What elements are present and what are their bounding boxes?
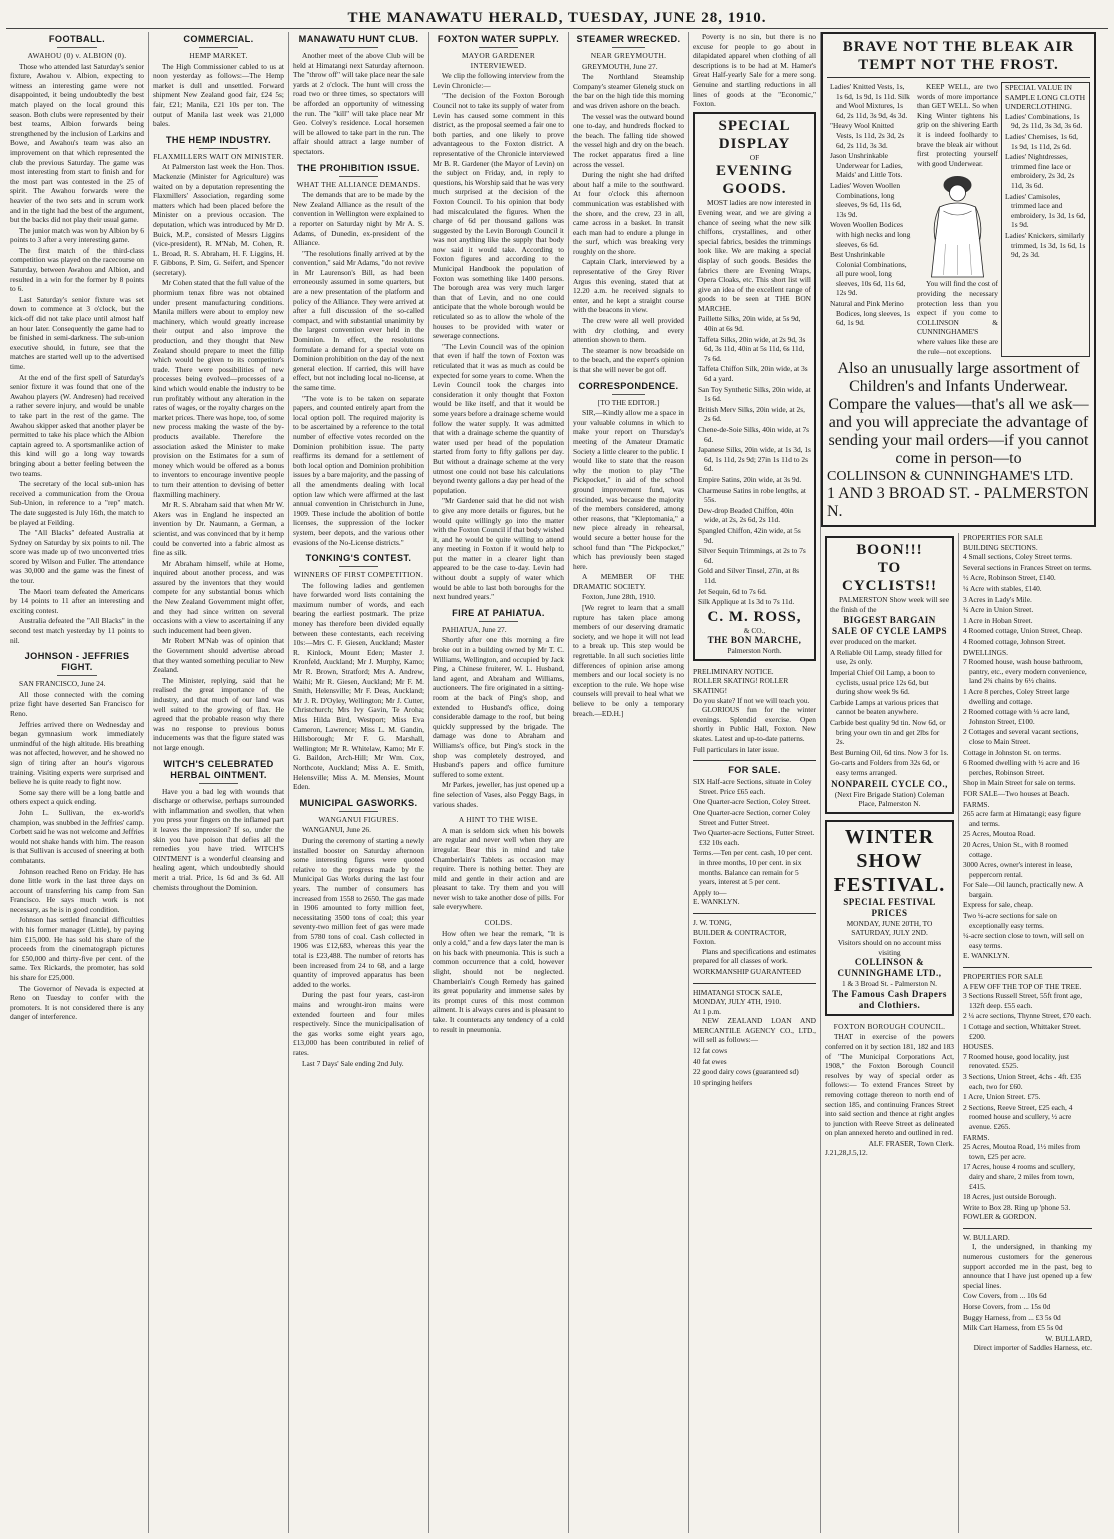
paragraph: Captain Clark, interviewed by a representative of the Grey River Argus this evening, stated that at 12.20 a.m. he received signals to enter, and he kept a straight course with the beacons in view. bbox=[573, 257, 684, 315]
list-item: 7 Roomed house, wash house bathroom, pantry, etc., every modern convenience, land 2¾ chains by 6½ chains. bbox=[963, 657, 1087, 686]
article-subheading: WINNERS OF FIRST COMPETITION. bbox=[293, 570, 424, 580]
winter-show-ad bbox=[825, 820, 954, 1016]
divider bbox=[479, 621, 518, 622]
divider bbox=[612, 394, 645, 395]
paragraph: "The decision of the Foxton Borough Council not to take its supply of water from Levin has caused some comment in this district, as the proposal seemed a fair one to both parties, and one likely to prove advantageous to the Foxton district. A representative of the Chronicle interviewed Mr B. R. Gardener (the Mayor of Levin) on the subject on Friday, and, in reply to questions, his Worship said that he was very much surprised at the decision of the Foxton Council. To his opinion that body had miscalculated the figures. When the charge of 6d per thousand gallons was suggested by the Levin Borough Council it was not anything like the supply that body now said it would take. According to Foxton figures and according to the Municipal Handbook the population of Foxton was something like 1400 persons. The borough area was very much larger than that of Levin, and no one could anticipate that the whole borough would be reticulated so as to allow the whole of the houses to be provided with water or sewerage connections. bbox=[433, 91, 564, 341]
paragraph: SAN FRANCISCO, June 24. bbox=[19, 679, 106, 689]
evening-goods-ad bbox=[693, 112, 816, 661]
for-sale-ad bbox=[693, 765, 816, 907]
list-item: Ladies' Knickers, similarly trimmed, 1s 3d, 1s 6d, 1s 9d, 2s 3d. bbox=[1005, 230, 1086, 260]
column-6 bbox=[689, 32, 821, 1533]
list-item: Ladies' Combinations, 1s 9d, 2s 11d, 3s 3d, 3s 6d. bbox=[1005, 111, 1083, 131]
contact-line: Write to Box 28. Ring up 'phone 53. bbox=[963, 1202, 1071, 1212]
list-item: Paillette Silks, 20in wide, at 5s 9d, 40in at 6s 9d. bbox=[698, 314, 801, 334]
article-subheading: AWAHOU (0) v. ALBION (0). bbox=[27, 51, 127, 60]
paragraph: GLORIOUS fun for the winter evenings. Splendid exercise. Open shortly in Public Hall, Foxton. New skates. Latest and up-to-date patterns. bbox=[693, 705, 816, 744]
list-item: "Heavy Wool Knitted Vests, 1s 11d, 2s 3d, 2s 6d, 2s 11d, 3s 3d. bbox=[830, 121, 905, 150]
agent-name: E. WANKLYN. bbox=[693, 897, 740, 907]
properties-ad-1 bbox=[963, 533, 1092, 961]
ad-middle-column bbox=[914, 82, 1001, 357]
prohibition-article bbox=[293, 163, 424, 548]
list-item: Best Burning Oil, 6d tins. Now 3 for 1s. bbox=[830, 747, 949, 757]
water-supply-article bbox=[433, 34, 564, 602]
divider bbox=[612, 47, 645, 48]
list-item: Ladies' Nightdresses, trimmed fine lace or embroidery, 2s 3d, 2s 11d, 3s 6d. bbox=[1005, 152, 1075, 190]
list-item: 2 Roomed cottage with ¼ acre land, Johnston Street, £100. bbox=[963, 707, 1070, 726]
ad-right-column bbox=[1001, 82, 1090, 357]
shop-name: THE BON MARCHE, bbox=[707, 635, 802, 646]
firm-co: & CO., bbox=[743, 625, 766, 635]
paragraph: At Palmerston last week the Hon. Thos. Mackenzie (Minister for Agriculture) was waited on by a deputation representing the Flaxmillers' Association, regarding some matters which had been placed before the Minister on a previous occasion. The deputation, which was introduced by Mr D. Buick, M.P., consisted of Messrs Liggins (vice-president), R. M'Nab, M. Cohen, R. L. Broad, R. S. Abraham, H. F. Liggins, H. F. Gibbons, P. Sim, G. Seifert, and Spencer (secretary). bbox=[153, 162, 284, 277]
divider bbox=[339, 176, 378, 177]
column-2 bbox=[149, 32, 289, 1533]
list-item: Carbide Lamps at various prices that cannot be beaten anywhere. bbox=[830, 697, 939, 717]
notice-code: J.21,28,J.5,12. bbox=[825, 1148, 868, 1158]
paragraph: MOST ladies are now interested in Evening wear, and we are giving a chance of seeing what the new silk chiffons, crystallines, and other special fabrics, besides the trimmings look like. We are making a special display of such goods. Besides the fabrics there are Evening Wraps, Opera Cloaks, etc. This short list will give an idea of the excellent range of goods to be seen at THE BON MARCHE. bbox=[698, 198, 811, 313]
paragraph: Jeffries arrived there on Wednesday and began gymnasium work immediately unmindful of the high altitude. His breathing was not affected, however, and he showed no sign of tiring after an hour's vigorous training. Visiting experts were surprised and believe he is quite ready to fight now. bbox=[10, 719, 144, 787]
paragraph: Poverty is no sin, but there is no excuse for people to go about in dilapidated apparel when clothing of all descriptions is to be had at M. Hamer's Great Half-yearly Sale for a mere song. Genuine and startling reductions in all lines of goods at the "Economic," Foxton. bbox=[693, 32, 816, 109]
agent-name: E. WANKLYN. bbox=[963, 951, 1010, 961]
list-item: 1 Cottage and section, Whittaker Street. £200. bbox=[963, 1022, 1081, 1041]
paragraph: WANGANUI, June 26. bbox=[302, 825, 371, 835]
list-item: One Quarter-acre Section, Coley Street. bbox=[693, 797, 811, 807]
divider bbox=[963, 967, 1092, 968]
article-heading: FOOTBALL. bbox=[48, 34, 106, 44]
list-item: 2 ¼ acre sections, Thynne Street, £70 each. bbox=[963, 1011, 1092, 1021]
list-item: ¼ Acre with stables, £140. bbox=[963, 584, 1042, 594]
list-item: Buggy Harness, from ... £3 5s 0d bbox=[963, 1312, 1061, 1322]
signature: W. BULLARD, bbox=[1045, 1333, 1092, 1343]
cyclists-ad bbox=[825, 536, 954, 814]
column-4 bbox=[429, 32, 569, 1533]
bullard-ad bbox=[963, 1233, 1092, 1353]
paragraph: A man is seldom sick when his bowels are regular and never well when they are irregular. Bear this in mind and take Chamberlain's Tablets as occasion may require. There is nothing better. They are mild and gentle in their action and are pleasant to take. Try them and you will never wish to take another dose of pills. For sale everywhere. bbox=[433, 825, 564, 912]
ad-foot: Full particulars in later issue. bbox=[693, 744, 779, 754]
list-item: 18 Acres, just outside Borough. bbox=[963, 1192, 1057, 1202]
hint-ad bbox=[433, 815, 564, 912]
article-heading: MANAWATU HUNT CLUB. bbox=[298, 34, 419, 44]
ad-of: OF bbox=[749, 152, 760, 162]
list-item: Silver Sequin Trimmings, at 2s to 7s 6d. bbox=[698, 546, 806, 565]
list-item: Carbide best quality 9d tin. Now 6d, or bring your own tin and get 2lbs for 2s. bbox=[830, 718, 946, 747]
paragraph: The vessel was the outward bound one to-day, and hundreds flocked to the beach. The falling tide showed the vessel high and dry on the beach. The rocket apparatus fired a line across the vessel. bbox=[573, 111, 685, 169]
list-item: 7 Roomed house, good locality, just renovated. £525. bbox=[963, 1051, 1070, 1071]
list-item: A Reliable Oil Lamp, steady filled for use, 2s only. bbox=[830, 647, 943, 667]
article-subheading: HEMP MARKET. bbox=[189, 51, 248, 60]
list-item: Cow Covers, from ... 10s 6d bbox=[963, 1291, 1047, 1301]
paragraph: "The vote is to be taken on separate papers, and counted entirely apart from the local option poll. The required majority is to be ascertained by a reference to the total number of effective votes recorded on the Dominion prohibition issue. The party reaffirms its demand for a settlement of both local option and Dominion prohibition issues by a bare majority, and the passing of all the amendments dealing with local option law which were affirmed at the last annual convention in Christchurch in June, 1909. These include the abolition of bottle licenses, the suppression of the locker system, beer depots, and the various other evasions of the No-License districts." bbox=[293, 393, 424, 547]
list-item: FOR SALE—Two houses at Beach. bbox=[963, 788, 1070, 798]
firm-name: COLLINSON & CUNNINGHAME'S LTD. bbox=[827, 469, 1074, 485]
paragraph: Also an unusually large assortment of Children's and Infants Underwear. Compare the values—that's all we ask—and you will appreciate the advantage of sending your mail orders—if you cannot come in person—to bbox=[828, 360, 1089, 468]
notice-signature: ALF. FRASER, Town Clerk. bbox=[868, 1138, 954, 1148]
list-item: ½ Acre, Robinson Street, £140. bbox=[963, 573, 1056, 583]
town: Palmerston North. bbox=[727, 646, 782, 656]
tong-ad bbox=[693, 918, 816, 977]
list-item: For Sale—Oil launch, practically new. A bargain. bbox=[963, 880, 1083, 899]
firm-name: J. W. TONG, bbox=[693, 917, 732, 927]
sale-time: At 1 p.m. bbox=[693, 1006, 721, 1016]
ad-question: Do you skate? If not we will teach you. bbox=[693, 695, 810, 705]
list-item: SIX Half-acre Sections, situate in Coley Street. Price £65 each. bbox=[693, 777, 812, 796]
divider bbox=[339, 566, 378, 567]
paragraph: John L. Sullivan, the ex-world's champion, was snubbed in the Jeffries' camp. Corbett said he was not welcome and Jeffries would not shake hands with him. The reason is that Sullivan is accused of sneering at both combatants. bbox=[10, 807, 144, 865]
article-subheading: WHAT THE ALLIANCE DEMANDS. bbox=[296, 179, 421, 189]
paragraph: Johnson reached Reno on Friday. He has done little work in the last three days on account of transferring his camp from San Francisco. He says much work is not necessary, as he is in good condition. bbox=[10, 866, 144, 914]
article-subheading: COLDS. bbox=[484, 918, 513, 928]
paragraph: Mr Cohen stated that the full value of the phormium tenax fibre was not obtained under present manufacturing conditions. Manila millers were about to employ new machinery, which would greatly increase their output and also improve the production, and they thought that New Zealand should prepare to meet the fillip which would be given to its competitor's trade. There were possibilities of new processes being evolved—processes of a kind which would enable the industry to be run profitably without any alteration in the rates of wages, or the royalty charges on the market prices. There was hope, too, of some new process making the waste of the by-products available. Therefore the association asked the Minister to make provision on the Estimates for a sum of money which would be offered as a bonus to inventors to encourage inventive people to turn their attention to devising of better flaxmilling machinery. bbox=[153, 278, 284, 499]
firm-address: (Next Fire Brigade Station) Coleman Place, Palmerston N. bbox=[834, 789, 945, 809]
column-5 bbox=[569, 32, 689, 1533]
notice-heading: FOXTON BOROUGH COUNCIL. bbox=[833, 1021, 946, 1031]
list-item: 22 good dairy cows (guaranteed sd) bbox=[693, 1067, 799, 1077]
tonking-article bbox=[293, 553, 424, 792]
paragraph: PAHIATUA, June 27. bbox=[442, 624, 507, 634]
list-item: 2 Sections, Reeve Street, £25 each, 4 roomed house and scullery, ½ acre avenue. £265. bbox=[963, 1102, 1073, 1131]
lady-illustration bbox=[917, 169, 998, 279]
properties-ad-2 bbox=[963, 972, 1092, 1222]
divider bbox=[479, 47, 518, 48]
paragraph: "The resolutions finally arrived at by the convention," said Mr Adams, "do not revive in Mr Laurenson's Bill, as had been erroneously assumed in some quarters, but are a new presentation of the platform and policy of the Alliance. They were arrived at after a full discussion of the so-called compact, and with substantial unanimity by the largest convention ever held in the Dominion. In effect, the resolutions formulate a demand for a special vote on Dominion prohibition on the day of the next general election. If carried, this will have effect, but not including local no-license, at the same time. bbox=[293, 248, 424, 392]
ad-heading: FOR SALE. bbox=[728, 765, 781, 776]
ad-left-column bbox=[827, 82, 914, 357]
divider bbox=[57, 675, 97, 676]
article-heading: WITCH'S CELEBRATED HERBAL OINTMENT. bbox=[163, 758, 274, 780]
article-subheading: A HINT TO THE WISE. bbox=[458, 815, 539, 825]
article-heading: TONKING'S CONTEST. bbox=[305, 553, 412, 564]
paragraph: The junior match was won by Albion by 6 points to 3 after a very interesting game. bbox=[10, 225, 144, 245]
article-heading: MUNICIPAL GASWORKS. bbox=[299, 797, 418, 808]
paragraph: The following ladies and gentlemen have forwarded word lists containing the maximum number of words, and each bearing the earliest postmark. The prize money has therefore been divided equally between these contestants, each receiving 10s:—Mrs C. F. Giesen, Auckland; Master R. Kinlock, Mount Eden; Master J. Kronfeld, Auckland; Mr J. Murphy, Kamo; Mr R. Brown, Stratford; Mrs A. Andrew, Waihi; Mr R. Giesen, Auckland; Mr F. M. Smith, Helensville; Mr F. Deas, Auckland; Mr J. R. D'Oyley, Wellington; Mr J. Cutter, Christchurch; Mrs Ivy Gavin, Te Aroha; Miss Hilda Bird, Westport; Miss Eva Cameron, Lawrence; Miss L. M. Gandin, Hillsborough; Mr F. G. Marshall, Wellington; Mr R. Whitelaw, Kamo; Mr F. G. Baildon, Arch-Hill; Mr Wm. Cox, Northcote, Auckland; Miss A. E. Smith, Helensville; Miss A. M. Mensies, Mount Eden. bbox=[293, 580, 424, 792]
paragraph: Mr R. S. Abraham said that when Mr W. Akers was in England he inspected an invention by Dr. Naumann, a German, a scientist, and was convinced that by it hemp could be converted into a fabric almost as fine as silk. bbox=[153, 500, 284, 558]
list-item: Terms.—Ten per cent. cash, 10 per cent. in three months, 10 per cent. in six months. Balance can remain for 5 years, interest at 5 per cent. bbox=[693, 848, 813, 887]
list-item: Empire Satins, 20in wide, at 3s 9d. bbox=[698, 474, 802, 484]
paragraph: How often we hear the remark, "It is only a cold," and a few days later the man is on his back with pneumonia. This is such a common occurrence that a cold, however slight, should not be neglected. Chamberlain's Cough Remedy has gained its great popularity and immense sales by its prompt cures of this most common ailment. It is always cures and is pleasant to take. It counteracts any tendency of a cold to result in pneumonia. bbox=[433, 928, 564, 1034]
list-item: 25 Acres, Moutoa Road. bbox=[963, 829, 1036, 839]
paragraph: The Governor of Nevada is expected at Reno on Tuesday to confer with the promoters. It is not considered there is any danger of interference. bbox=[10, 983, 144, 1022]
list-item: Chene-de-Soie Silks, 40in wide, at 7s 6d. bbox=[698, 425, 810, 444]
article-subheading: NEAR GREYMOUTH. bbox=[590, 51, 667, 60]
article-heading: FOXTON WATER SUPPLY. bbox=[437, 34, 560, 44]
ad-title: SPECIAL DISPLAY bbox=[718, 117, 791, 152]
paragraph: Those who attended last Saturday's senior fixture, Awahou v. Albion, expecting to witness an interesting game were not disappointed, it being undoubtedly the best match played on the local ground this season. Both clubs were represented by their best teams, Albion forwards being strengthened by the inclusion of Larkins and Bowe, and Awahou's team was also an improvement on that which represented the club the previous Saturday. The game was most interesting from start to finish and for the most part was contested in the 25 of spirit. The Awahou forwards were the heavier of the two sets and in scrum work and in the tight had the best of the argument, but the backs did not play their usual game. bbox=[10, 61, 144, 225]
prices-line: SPECIAL FESTIVAL PRICES bbox=[843, 896, 936, 918]
list-item: 40 fat ewes bbox=[693, 1056, 727, 1066]
section-heading: FARMS. bbox=[963, 799, 990, 809]
hemp-article bbox=[153, 135, 284, 753]
witch-ointment-ad bbox=[153, 759, 284, 893]
article-subheading: WANGANUI FIGURES. bbox=[318, 814, 399, 824]
divider bbox=[199, 47, 238, 48]
divider bbox=[693, 983, 816, 984]
ad-subheading: SPECIAL VALUE IN SAMPLE LONG CLOTH UNDERCLOTHING. bbox=[1005, 83, 1086, 112]
list-item: Gold and Silver Tinsel, 27in, at 8s 11d. bbox=[698, 566, 800, 585]
paragraph: During the ceremony of starting a newly installed booster on Saturday afternoon some interesting figures were quoted relative to the progress made by the Municipal Gas Works during the last four years. The number of consumers has increased from 1558 to 2650. The gas made in 1906 amounted to forty million feet, necessitating 3500 tons of coal; this year seventy-two million feet of gas were made from 5780 tons of coal. Cash collected in 1906 was £12,683, whereas this year the total is £23,488. The number of retorts has been increased from 24 to 68, and a large quantity of improved apparatus has been added to the works. bbox=[293, 835, 424, 989]
firm-name: FOWLER & GORDON. bbox=[963, 1212, 1037, 1222]
list-item: Express for sale, cheap. bbox=[963, 900, 1033, 910]
list-item: 12 fat cows bbox=[693, 1046, 728, 1056]
list-item: 1 Acre, Union Street. £75. bbox=[963, 1092, 1041, 1102]
list-item: 265 acre farm at Himatangi; easy figure and terms. bbox=[963, 809, 1081, 828]
ad-heading: PROPERTIES FOR SALE bbox=[963, 533, 1043, 543]
ad-title: SHOW bbox=[856, 849, 923, 872]
list-item: 6 Roomed dwelling with ½ acre and 16 perches, Robinson Street. bbox=[963, 758, 1080, 777]
gasworks-article bbox=[293, 798, 424, 1068]
paragraph: Last Saturday's senior fixture was set down to commence at 3 o'clock, but the kick-off did not take place until almost half an hour later. Consequently the game had to be finished in semi-darkness. The sub-union executive should, in future, see that the matches are started well up to the advertised time. bbox=[10, 294, 144, 371]
list-item: 3 Sections Russell Street, 55ft front age, 132ft deep. £55 each. bbox=[963, 991, 1083, 1010]
list-item: Horse Covers, from ... 15s 0d bbox=[963, 1302, 1051, 1312]
paragraph: The demands that are to be made by the New Zealand Alliance as the result of the convention in Wellington were explained to a reporter on Saturday night by Mr A. S. Adams, of Dunedin, ex-president of the Alliance. bbox=[293, 190, 424, 248]
paragraph: I, the undersigned, in thanking my numerous customers for the generous support accorded me in the past, beg to announce that I have just opened up a few special lines. bbox=[963, 1242, 1092, 1290]
article-heading: CORRESPONDENCE. bbox=[578, 380, 679, 391]
list-item: ¾ Acre in Union Street. bbox=[963, 605, 1034, 615]
paragraph: Foxton, June 28th, 1910. bbox=[582, 592, 656, 602]
paragraph: During the past four years, cast-iron mains and wrought-iron mains were extended fourteen and four miles respectively. Since the municipalisation of the gas works some eight years ago, £13,000 has been contributed in relief of rates. bbox=[293, 990, 424, 1057]
ad-title: BRAVE NOT THE BLEAK AIR TEMPT NOT THE FROST. bbox=[827, 38, 1090, 78]
column-8 bbox=[959, 533, 1096, 1533]
town: Foxton. bbox=[693, 937, 716, 947]
article-heading: THE HEMP INDUSTRY. bbox=[165, 134, 272, 145]
paragraph: We clip the following interview from the Levin Chronicle:— bbox=[433, 71, 564, 90]
list-item: 10 springing heifers bbox=[693, 1077, 753, 1087]
underwear-ad bbox=[821, 32, 1096, 527]
divider bbox=[693, 913, 816, 914]
fight-article bbox=[10, 651, 144, 1022]
ad-title: TO bbox=[877, 560, 902, 577]
paragraph: Mr Robert M'Nab was of opinion that the Government should advertise abroad that they wanted something peculiar to New Zealand. bbox=[153, 636, 284, 675]
divider bbox=[199, 148, 238, 149]
paragraph: The secretary of the local sub-union has received a communication from the Oroua Sub-Union, in reference to a "rep" match. The date suggested is July 16th, the match to be played at Feilding. bbox=[10, 479, 144, 527]
apply-line: Apply to— bbox=[693, 887, 727, 897]
section-heading: FARMS. bbox=[963, 1132, 990, 1142]
paragraph: Shortly after one this morning a fire broke out in a building owned by Mr T. C. Williams, Wellington, and occupied by Jack Ping, a Chinese fruiterer, W. L. Husband, land agent, and Abraham and Williams, auctioneers. The fire originated in a sitting-room at the back of Ping's shop, and extended to Husband's office, doing considerable damage to the roof, but being quickly suppressed by the brigade. The damage was done to Abraham and Williams's office, but Ping's stock in the shop was completely destroyed, and Husband's papers and office furniture suffered to some extent. bbox=[433, 635, 564, 779]
paragraph: Have you a bad leg with wounds that discharge or otherwise, perhaps surrounded with inflammation and swollen, that when you press your fingers on the inflamed part it leaves the impression? If so, under the skin you have poison that defies all the remedies you have tried. WITCH'S OINTMENT is a wonderful cleansing and healing agent, which undoubtedly should merit a trial. Price, 1s 6d and 3s 6d. All chemists throughout the Dominion. bbox=[153, 786, 284, 892]
commercial-article bbox=[153, 34, 284, 129]
paragraph: The Northland Steamship Company's steamer Glenelg stuck on the bar on the high tide this morning and was driven ashore on the beach. bbox=[573, 72, 684, 110]
right-region bbox=[821, 32, 1096, 1533]
dates-line: MONDAY, JUNE 20TH, TO SATURDAY, JULY 2ND. bbox=[846, 918, 933, 938]
fire-article bbox=[433, 608, 564, 809]
firm-tagline: The Famous Cash Drapers and Clothiers. bbox=[832, 988, 947, 1010]
lower-right bbox=[821, 533, 1096, 1533]
list-item: 25 Acres, Moutoa Road, 1½ miles from town, £25 per acre. bbox=[963, 1142, 1081, 1161]
paragraph: The "All Blacks" defeated Australia at Sydney on Saturday by six points to nil. The score was made up of two unconverted tries scored by Wilson and Fuller. The attendance was 30,000 and the game was the finest of the tour. bbox=[10, 528, 144, 586]
ad-heading: W. BULLARD. bbox=[963, 1232, 1010, 1242]
football-article bbox=[10, 34, 144, 645]
list-item: Several sections in Frances Street on terms. bbox=[963, 562, 1092, 572]
list-item: Ladies' Knitted Vests, 1s, 1s 6d, 1s 9d, 1s 11d. Silk and Wool Mixtures, 1s 6d, 2s 11d, 3s 9d, 4s 3d. bbox=[830, 82, 910, 120]
list-item: ever produced on the market. bbox=[830, 637, 917, 647]
firm-address: 1 & 3 Broad St. - Palmerston N. bbox=[841, 979, 938, 989]
ad-title: CYCLISTS!! bbox=[841, 578, 938, 595]
stock-sale-ad bbox=[693, 988, 816, 1088]
ad-subheading: BUILDING SECTIONS. bbox=[963, 542, 1038, 552]
paragraph: PALMERSTON Show week will see the finish of the bbox=[830, 595, 949, 614]
paragraph: Last 7 Days' Sale ending 2nd July. bbox=[302, 1058, 404, 1068]
divider bbox=[339, 47, 378, 48]
list-item: Taffeta Chiffon Silk, 20in wide, at 3s 6d a yard. bbox=[698, 364, 808, 384]
paragraph: Mr Abraham himself, while at Home, inquired about another process, and was assured by the inventors that they would compete for any substantial bonus which the New Zealand Government might offer, and they had since written on several occasions with a view to ascertaining if any such inducement had been given. bbox=[153, 558, 284, 635]
masthead: THE MANAWATU HERALD, TUESDAY, JUNE 28, 1910. bbox=[6, 8, 1108, 29]
article-subheading: MAYOR GARDENER INTERVIEWED. bbox=[461, 51, 536, 70]
list-item: 17 Acres, house 4 rooms and scullery, dairy and share, 2 miles from town, £415. bbox=[963, 1162, 1075, 1191]
visitors-line: Visitors should on no account miss visiting bbox=[837, 937, 942, 957]
article-subheading: FLAXMILLERS WAIT ON MINISTER. bbox=[153, 151, 284, 161]
list-item: One Quarter-acre Section, corner Coley Street and Futter Street. bbox=[693, 808, 811, 827]
ad-heading: PRELIMINARY NOTICE. bbox=[693, 666, 774, 676]
correspondence-article bbox=[573, 381, 684, 719]
section-heading: HOUSES. bbox=[963, 1042, 994, 1052]
paragraph: A MEMBER OF THE DRAMATIC SOCIETY. bbox=[573, 572, 684, 591]
divider bbox=[199, 783, 238, 784]
list-item: Ladies' Chemises, 1s 6d, 1s 9d, 1s 11d, 2s 6d. bbox=[1005, 131, 1078, 151]
paragraph: During the night she had drifted about half a mile to the southward. At four o'clock this afternoon communication was established with the shore, and the crew, 23 in all, came across in a basket. In transit each man had to endure a plunge in the surf, which was breaking very roughly on the shore. bbox=[573, 170, 684, 256]
list-item: 4 Roomed cottage, Union Street, Cheap. bbox=[963, 626, 1083, 636]
paragraph: All those connected with the coming prize fight have deserted San Francisco for Reno. bbox=[10, 689, 144, 718]
list-item: Dew-drop Beaded Chiffon, 40in wide, at 2s, 2s 6d, 2s 11d. bbox=[698, 505, 794, 525]
list-item: Taffeta Silks, 20in wide, at 2s 9d, 3s 6d, 3s 11d, 40in at 5s 11d, 6s 11d, 7s 6d. bbox=[698, 334, 806, 363]
ad-title-2: EVENING GOODS. bbox=[715, 163, 793, 198]
list-item: Japanese Silks, 20in wide, at 1s 3d, 1s 6d, 1s 11d, 2s 9d; 27in 1s 11d to 2s 6d. bbox=[698, 445, 811, 474]
column-1 bbox=[6, 32, 149, 1533]
paragraph: "The Levin Council was of the opinion that even if half the town of Foxton was reticulated that it was as much as could be expected for some years to come. When the Levin Council took the charges into consideration it only thought that Foxton would be like itself, and that it would be some years before a drainage scheme would follow the water supply. It was admitted that with a drainage scheme the quantity of water used per head of the population started from forty to fifty gallons per day. But without a drainage scheme at the very utmost one could not base his calculations beyond twenty gallons a day per head of the population. bbox=[433, 341, 564, 495]
firm-address: 1 AND 3 BROAD ST. - PALMERSTON N. bbox=[827, 485, 1089, 521]
firm-name: COLLINSON & CUNNINGHAME LTD., bbox=[837, 957, 942, 979]
list-item: 2 Cottages and several vacant sections, close to Main Street. bbox=[963, 727, 1079, 746]
article-heading: COMMERCIAL. bbox=[183, 34, 254, 44]
list-item: San Toy Synthetic Silks, 20in wide, at 1s 6d. bbox=[698, 384, 811, 404]
list-item: 3000 Acres, owner's interest in lease, peppercorn rental. bbox=[963, 860, 1073, 879]
list-item: Spangled Chiffon, 42in wide, at 5s 9d. bbox=[698, 525, 801, 545]
steamer-article bbox=[573, 34, 684, 375]
hunt-article bbox=[293, 34, 424, 157]
paragraph: SIR,—Kindly allow me a space in your valuable columns in which to make your report on Thursday's meeting of the Amateur Dramatic Society a little clearer to the public. I would like to state that the reason why the motion to play "The Pickpocket," in aid of the school ground improvement fund, was rescinded, was because the majority of the members considered, among other reasons, that "Kleptomania," a new piece already in rehearsal, would secure a better house for the school fund than "The Pickpocket," which has previously been staged here. bbox=[573, 408, 684, 571]
list-item: 4 Small sections, Coley Street terms. bbox=[963, 552, 1072, 562]
paragraph: The first match of the third-class competition was played on the racecourse on Saturday, between Awahou and Albion, and resulted in a win for the former by 8 points to 6. bbox=[10, 245, 144, 294]
list-item: Ladies' Camisoles, trimmed lace and embroidery, 1s 3d, 1s 6d, 1s 9d. bbox=[1005, 191, 1086, 230]
paragraph: THAT in exercise of the powers conferred on it by section 181, 182 and 183 of "The Municipal Corporations Act, 1908," the Foxton Borough Council resolves by way of special order as follows:— To extend Frances Street by removing cottage thereon to north end of section 185, and continuing Frances Street into said section and thence at right angles to junction with Reeve Street as delineated on plan annexed hereto and outlined in red. bbox=[825, 1032, 954, 1138]
ad-line: ROLLER SKATING! ROLLER SKATING! bbox=[693, 676, 789, 696]
list-item: Milk Cart Harness, from £5 5s 0d bbox=[963, 1323, 1063, 1333]
paragraph: KEEP WELL, are two words of more importance than GET WELL. So when King Winter tightens his grip on the shivering Earth it is indeed foolhardy to brave the bleak air without first protecting yourself with good Underwear. bbox=[917, 82, 998, 168]
columns bbox=[6, 32, 1108, 1533]
list-item: 3 Sections, Union Street, 4chs - 4ft. £35 each, two for £60. bbox=[963, 1071, 1082, 1091]
paragraph: The steamer is now broadside on to the beach, and the expert's opinion is that she will never be got off. bbox=[573, 345, 684, 374]
sale-title: BIGGEST BARGAIN SALE OF CYCLE LAMPS bbox=[832, 615, 947, 637]
list-item: Two Quarter-acre Sections, Futter Street. £32 10s each. bbox=[693, 828, 815, 847]
list-item: Silk Applique at 1s 3d to 7s 11d. bbox=[698, 597, 795, 607]
trade: BUILDER & CONTRACTOR, bbox=[693, 927, 787, 937]
list-item: 20 Acres, Union St., with 8 roomed cottage. bbox=[963, 839, 1068, 859]
paragraph: Australia defeated the "All Blacks" in the second test match yesterday by 11 points to nil. bbox=[10, 616, 144, 645]
list-item: ¼-acre section close to town, will sell on easy terms. bbox=[963, 931, 1084, 950]
ad-title: WINTER bbox=[844, 825, 935, 848]
paragraph: The crew were all well provided with dry clothing, and every attention shown to them. bbox=[573, 316, 684, 345]
list-item: Go-carts and Folders from 32s 6d, or easy terms arranged. bbox=[830, 758, 940, 777]
list-item: Jet Sequin, 6d to 7s 6d. bbox=[698, 586, 767, 596]
ad-heading: PROPERTIES FOR SALE bbox=[963, 972, 1043, 982]
list-item: British Merv Silks, 20in wide, at 2s, 2s 6d. bbox=[698, 404, 805, 424]
ad-subheading: A FEW OFF THE TOP OF THE TREE. bbox=[963, 981, 1082, 991]
list-item: Natural and Pink Merino Bodices, long sleeves, 1s 6d, 1s 9d. bbox=[830, 299, 911, 328]
ad-title: BOON!!! bbox=[856, 542, 923, 559]
paragraph: [TO THE EDITOR.] bbox=[597, 397, 660, 407]
sale-date: MONDAY, JULY 4TH, 1910. bbox=[693, 997, 782, 1007]
ad-title: FESTIVAL. bbox=[833, 873, 946, 896]
list-item: Jason Unshrinkable Underwear for Ladies, Maids' and Little Tots. bbox=[830, 151, 903, 180]
paragraph: The Maori team defeated the Americans by 14 points to 11 after an interesting and exciting contest. bbox=[10, 586, 144, 615]
paragraph: The High Commissioner cabled to us at noon yesterday as follows:—The Hemp market is dull and unsettled. Forward shipment New Zealand good fair, £24 5s; fair, £21; Manila, £21 10s per ton. The output of Manila last week was 21,000 bales. bbox=[153, 61, 284, 129]
paragraph: Johnson has settled financial difficulties with his former manager (Little), by paying him £15,000. He has sold his share of the proceeds from the cinematograph pictures for £50,000 and thirty-five per cent. of the same. Tex Rickards, the promoter, has sold his share for £25,000. bbox=[10, 915, 144, 983]
list-item: Two ¼-acre sections for sale on exceptionally easy terms. bbox=[963, 911, 1057, 930]
article-heading: FIRE AT PAHIATUA. bbox=[452, 607, 545, 618]
article-heading: JOHNSON - JEFFRIES FIGHT. bbox=[24, 651, 130, 673]
divider bbox=[693, 760, 816, 761]
section-heading: DWELLINGS. bbox=[963, 647, 1008, 657]
paragraph: GREYMOUTH, June 27. bbox=[582, 61, 658, 71]
article-heading: STEAMER WRECKED. bbox=[576, 34, 681, 44]
divider bbox=[963, 1228, 1092, 1229]
list-item: Charmeuse Satins in robe lengths, at 55s. bbox=[698, 485, 806, 505]
list-item: 1 Acre in Hoban Street. bbox=[963, 615, 1033, 625]
paragraph: [We regret to learn that a small rupture has taken place among members of our deserving dramatic society, and we hope it will not lead to a break up. This step would be regrettable. In all such societies little differences of opinion arise among members and our local society is no exception to the rule. We hope wise counsels will prevail to heal what we believe to be only a temporary breach.—ED.H.] bbox=[573, 603, 684, 718]
ad-columns bbox=[827, 82, 1090, 357]
list-item: Best Unshrinkable Colonial Combinations, all pure wool, long sleeves, 10s 6d, 11s 6d, 12s 9d. bbox=[830, 250, 907, 298]
list-item: 4 Roomed cottage, Johnson Street. bbox=[963, 637, 1066, 647]
firm-name: NONPAREIL CYCLE CO., bbox=[831, 778, 948, 789]
paragraph: Another meet of the above Club will be held at Himatangi next Saturday afternoon. The "throw off" will take place near the sale yards at 2 o'clock. The hunt will cross the road two or three times, so spectators will be afforded an opportunity of witnessing the run. The "kill" will take place near Mr Geo. Colvey's residence. Local horsemen will be allowed to take part in the run. The affair should attract a large number of spectators. bbox=[293, 51, 424, 156]
list-item: 1 Acre 8 perches, Coley Street large dwelling and cottage. bbox=[963, 687, 1070, 706]
column-3 bbox=[289, 32, 429, 1533]
column-7 bbox=[821, 533, 959, 1533]
paragraph: You will find the cost of providing the necessary protection less than you expect if you come to COLLINSON & CUNNINGHAME'S where values like these are the rule—not exceptions. bbox=[917, 279, 998, 356]
paragraph: "Mr Gardener said that he did not wish to give any more details or figures, but he would quite willingly go into the matter with the Foxton Council if that body wished it, and he would be quite willing to attend any meeting in Foxton if it would help to put the matter in a clearer light than appeared to be the case to-day. Levin had without doubt a supply of water which would be able to last both boroughs for the next hundred years." bbox=[433, 496, 564, 602]
roller-skating-ad bbox=[693, 667, 816, 754]
paragraph: At the end of the first spell of Saturday's senior fixture it was found that one of the Awahou players (W. Andresen) had received a rather severe injury, and would be unable to take part in the rest of the game. The Awahou skipper asked that another player be permitted to take his place which the Albion captain agreed to. A sportsmanlike action of this kind will go a long way towards bringing about a better feeling between the two teams. bbox=[10, 372, 144, 478]
firm-name: C. M. ROSS, bbox=[707, 608, 802, 625]
list-item: Shop in Main Street for sale on terms. bbox=[963, 778, 1076, 788]
colds-ad bbox=[433, 918, 564, 1034]
paragraph: Mr Parkes, jeweller, has just opened up a fine selection of Vases, also Peggy Bags, in various shades. bbox=[433, 780, 564, 809]
list-item: Cottage in Johnston St. on terms. bbox=[963, 747, 1061, 757]
paragraph: NEW ZEALAND LOAN AND MERCANTILE AGENCY CO., LTD., will sell as follows:— bbox=[693, 1016, 816, 1045]
list-item: Imperial Chief Oil Lamp, a boon to cyclists, usual price 12s 6d, but during show week 9s 6d. bbox=[830, 668, 935, 697]
paragraph: The Minister, replying, said that he realised the great importance of the industry, and that much of our land was well suited to the growing of flax. He agreed that the probable reason why there was no response to previous bonus inducements was that the figure stated was not large enough. bbox=[153, 675, 284, 752]
divider bbox=[339, 811, 378, 812]
list-item: 3 Acres in Lady's Mile. bbox=[963, 594, 1032, 604]
list-item: Ladies' Woven Woollen Combinations, long sleeves, 9s 6d, 11s 6d, 13s 9d. bbox=[830, 180, 902, 219]
article-heading: THE PROHIBITION ISSUE. bbox=[297, 162, 420, 173]
council-notice bbox=[825, 1022, 954, 1158]
paragraph: Plans and specifications and estimates prepared for all classes of work. bbox=[693, 946, 816, 966]
paragraph: Some say there will be a long battle and others expect a quick ending. bbox=[10, 787, 144, 807]
guarantee: WORKMANSHIP GUARANTEED bbox=[693, 966, 801, 976]
signature-title: Direct importer of Saddles Harness, etc. bbox=[973, 1343, 1092, 1353]
ad-heading: HIMATANGI STOCK SALE, bbox=[693, 987, 783, 997]
list-item: Woven Woollen Bodices with high necks and long sleeves, 6s 6d. bbox=[830, 220, 911, 249]
divider bbox=[57, 47, 97, 48]
